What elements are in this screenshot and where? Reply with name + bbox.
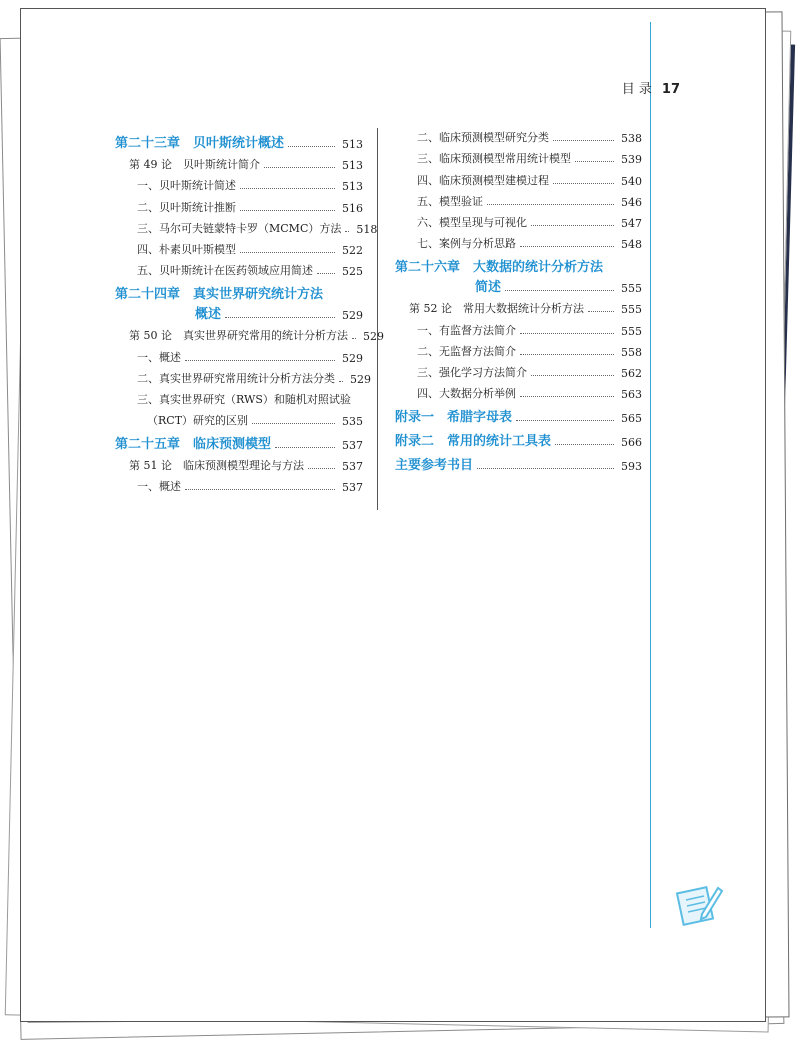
entry-title: 三、临床预测模型常用统计模型 xyxy=(417,152,571,166)
entry-page: 516 xyxy=(342,201,363,215)
dot-leader xyxy=(520,246,614,247)
margin-rule xyxy=(650,22,651,928)
entry-title: 五、模型验证 xyxy=(417,194,483,208)
dot-leader xyxy=(352,338,356,339)
toc-item-entry xyxy=(115,236,363,257)
toc-left-column xyxy=(115,127,384,495)
entry-page: 513 xyxy=(342,159,363,173)
dot-leader xyxy=(531,225,614,226)
toc-item-entry xyxy=(395,359,642,380)
entry-title: 一、有监督方法简介 xyxy=(417,323,516,337)
entry-title: 概述 xyxy=(195,307,222,323)
dot-leader xyxy=(520,354,614,355)
toc-right-column xyxy=(395,124,642,473)
entry-page: 540 xyxy=(621,174,642,188)
entry-title: 四、临床预测模型建模过程 xyxy=(417,173,549,187)
entry-page: 537 xyxy=(342,481,363,495)
toc-chapter-entry xyxy=(395,275,642,295)
toc-item-entry xyxy=(115,365,371,386)
toc-item-entry xyxy=(115,473,363,494)
toc-item-entry xyxy=(115,407,363,428)
toc-chapter-entry xyxy=(115,127,363,151)
entry-page: 593 xyxy=(621,460,642,474)
toc-item-entry xyxy=(115,172,363,193)
entry-page: 518 xyxy=(356,222,378,236)
toc-chapter-entry xyxy=(395,425,642,449)
dot-leader xyxy=(288,146,335,147)
toc-item-entry xyxy=(395,145,642,166)
entry-page: 558 xyxy=(621,345,642,359)
dot-leader xyxy=(555,444,614,445)
toc-section-entry xyxy=(115,151,363,172)
entry-page: 529 xyxy=(350,372,371,386)
entry-title: 二、无监督方法简介 xyxy=(417,344,516,358)
toc-item-entry xyxy=(395,124,642,145)
dot-leader xyxy=(553,183,614,184)
entry-page: 529 xyxy=(342,309,363,323)
entry-title: 七、案例与分析思路 xyxy=(417,237,516,251)
toc-item-entry xyxy=(115,193,363,214)
entry-title: 二、真实世界研究常用统计分析方法分类 xyxy=(137,371,335,385)
entry-title: 三、强化学习方法简介 xyxy=(417,365,527,379)
dot-leader xyxy=(264,167,335,168)
entry-title: 第 50 论 真实世界研究常用的统计分析方法 xyxy=(129,329,348,343)
entry-title: 一、贝叶斯统计简述 xyxy=(137,179,236,193)
entry-title: 第二十五章 临床预测模型 xyxy=(115,437,272,453)
page-header xyxy=(622,78,680,97)
entry-title: 附录一 希腊字母表 xyxy=(395,410,513,426)
entry-page: 529 xyxy=(342,351,363,365)
dot-leader xyxy=(240,252,335,253)
entry-page: 555 xyxy=(621,282,642,296)
dot-leader xyxy=(252,423,335,424)
entry-page: 546 xyxy=(621,195,642,209)
column-divider xyxy=(377,128,378,510)
entry-page: 522 xyxy=(342,243,363,257)
dot-leader xyxy=(477,468,614,469)
entry-page: 539 xyxy=(621,153,642,167)
toc-item-entry xyxy=(395,338,642,359)
toc-chapter-entry xyxy=(115,278,363,302)
entry-title: 第 52 论 常用大数据统计分析方法 xyxy=(409,302,584,316)
entry-title: 三、马尔可夫链蒙特卡罗（MCMC）方法 xyxy=(137,221,342,235)
toc-chapter-entry xyxy=(395,449,642,473)
entry-page: 513 xyxy=(342,138,363,151)
entry-title: 三、真实世界研究（RWS）和随机对照试验 xyxy=(137,392,351,406)
entry-page: 525 xyxy=(342,265,363,279)
dot-leader xyxy=(345,231,349,232)
dot-leader xyxy=(505,290,614,291)
entry-title: 一、概述 xyxy=(137,480,181,494)
dot-leader xyxy=(531,375,614,376)
dot-leader xyxy=(185,489,335,490)
toc-chapter-entry xyxy=(115,428,363,452)
entry-page: 565 xyxy=(621,412,642,426)
toc-chapter-entry xyxy=(395,251,642,275)
dot-leader xyxy=(240,188,335,189)
toc-item-entry xyxy=(395,209,642,230)
entry-title: 六、模型呈现与可视化 xyxy=(417,215,527,229)
dot-leader xyxy=(185,360,335,361)
dot-leader xyxy=(275,447,335,448)
entry-title: 附录二 常用的统计工具表 xyxy=(395,434,552,450)
dot-leader xyxy=(308,468,335,469)
entry-title: 二、临床预测模型研究分类 xyxy=(417,131,549,145)
entry-page: 547 xyxy=(621,216,642,230)
dot-leader xyxy=(588,311,614,312)
dot-leader xyxy=(317,273,335,274)
entry-page: 537 xyxy=(342,460,363,474)
toc-chapter-entry xyxy=(115,302,363,322)
dot-leader xyxy=(553,140,614,141)
entry-title: 四、大数据分析举例 xyxy=(417,387,516,401)
toc-item-entry xyxy=(115,257,363,278)
notebook-pencil-icon xyxy=(676,880,724,928)
entry-title: 简述 xyxy=(475,280,502,296)
entry-page: 535 xyxy=(342,415,363,429)
dot-leader xyxy=(225,317,335,318)
dot-leader xyxy=(487,204,614,205)
entry-title: 一、概述 xyxy=(137,350,181,364)
page-number: 17 xyxy=(661,82,680,97)
entry-page: 555 xyxy=(621,324,642,338)
toc-item-entry xyxy=(115,215,378,236)
entry-page: 563 xyxy=(621,388,642,402)
entry-title: 五、贝叶斯统计在医药领域应用简述 xyxy=(137,264,313,278)
dot-leader xyxy=(520,333,614,334)
entry-title: 二、贝叶斯统计推断 xyxy=(137,200,236,214)
dot-leader xyxy=(520,396,614,397)
entry-page: 537 xyxy=(342,439,363,453)
entry-title: （RCT）研究的区别 xyxy=(147,414,249,428)
entry-title: 第二十四章 真实世界研究统计方法 xyxy=(115,287,324,303)
entry-page: 555 xyxy=(621,303,642,317)
entry-title: 第 51 论 临床预测模型理论与方法 xyxy=(129,459,304,473)
toc-section-entry xyxy=(115,322,384,344)
entry-title: 第二十三章 贝叶斯统计概述 xyxy=(115,136,285,151)
dot-leader xyxy=(240,210,335,211)
toc-section-entry xyxy=(395,295,642,316)
dot-leader xyxy=(339,381,343,382)
dot-leader xyxy=(575,161,614,162)
entry-page: 538 xyxy=(621,132,642,146)
entry-title: 第 49 论 贝叶斯统计简介 xyxy=(129,158,260,172)
entry-page: 548 xyxy=(621,238,642,252)
entry-title: 四、朴素贝叶斯模型 xyxy=(137,242,236,256)
entry-title: 主要参考书目 xyxy=(395,458,474,474)
toc-item-entry xyxy=(395,230,642,251)
toc-chapter-entry xyxy=(395,401,642,425)
toc-item-entry xyxy=(395,188,642,209)
toc-item-entry xyxy=(395,316,642,337)
toc-item-entry xyxy=(395,380,642,401)
entry-page: 513 xyxy=(342,180,363,194)
toc-item-entry xyxy=(395,166,642,187)
entry-page: 562 xyxy=(621,366,642,380)
entry-page: 529 xyxy=(363,330,384,344)
toc-item-entry xyxy=(115,386,363,407)
entry-page: 566 xyxy=(621,436,642,450)
toc-item-entry xyxy=(115,343,363,364)
dot-leader xyxy=(516,420,614,421)
header-label: 目 录 xyxy=(621,82,652,97)
entry-title: 第二十六章 大数据的统计分析方法 xyxy=(395,260,604,276)
toc-section-entry xyxy=(115,452,363,473)
